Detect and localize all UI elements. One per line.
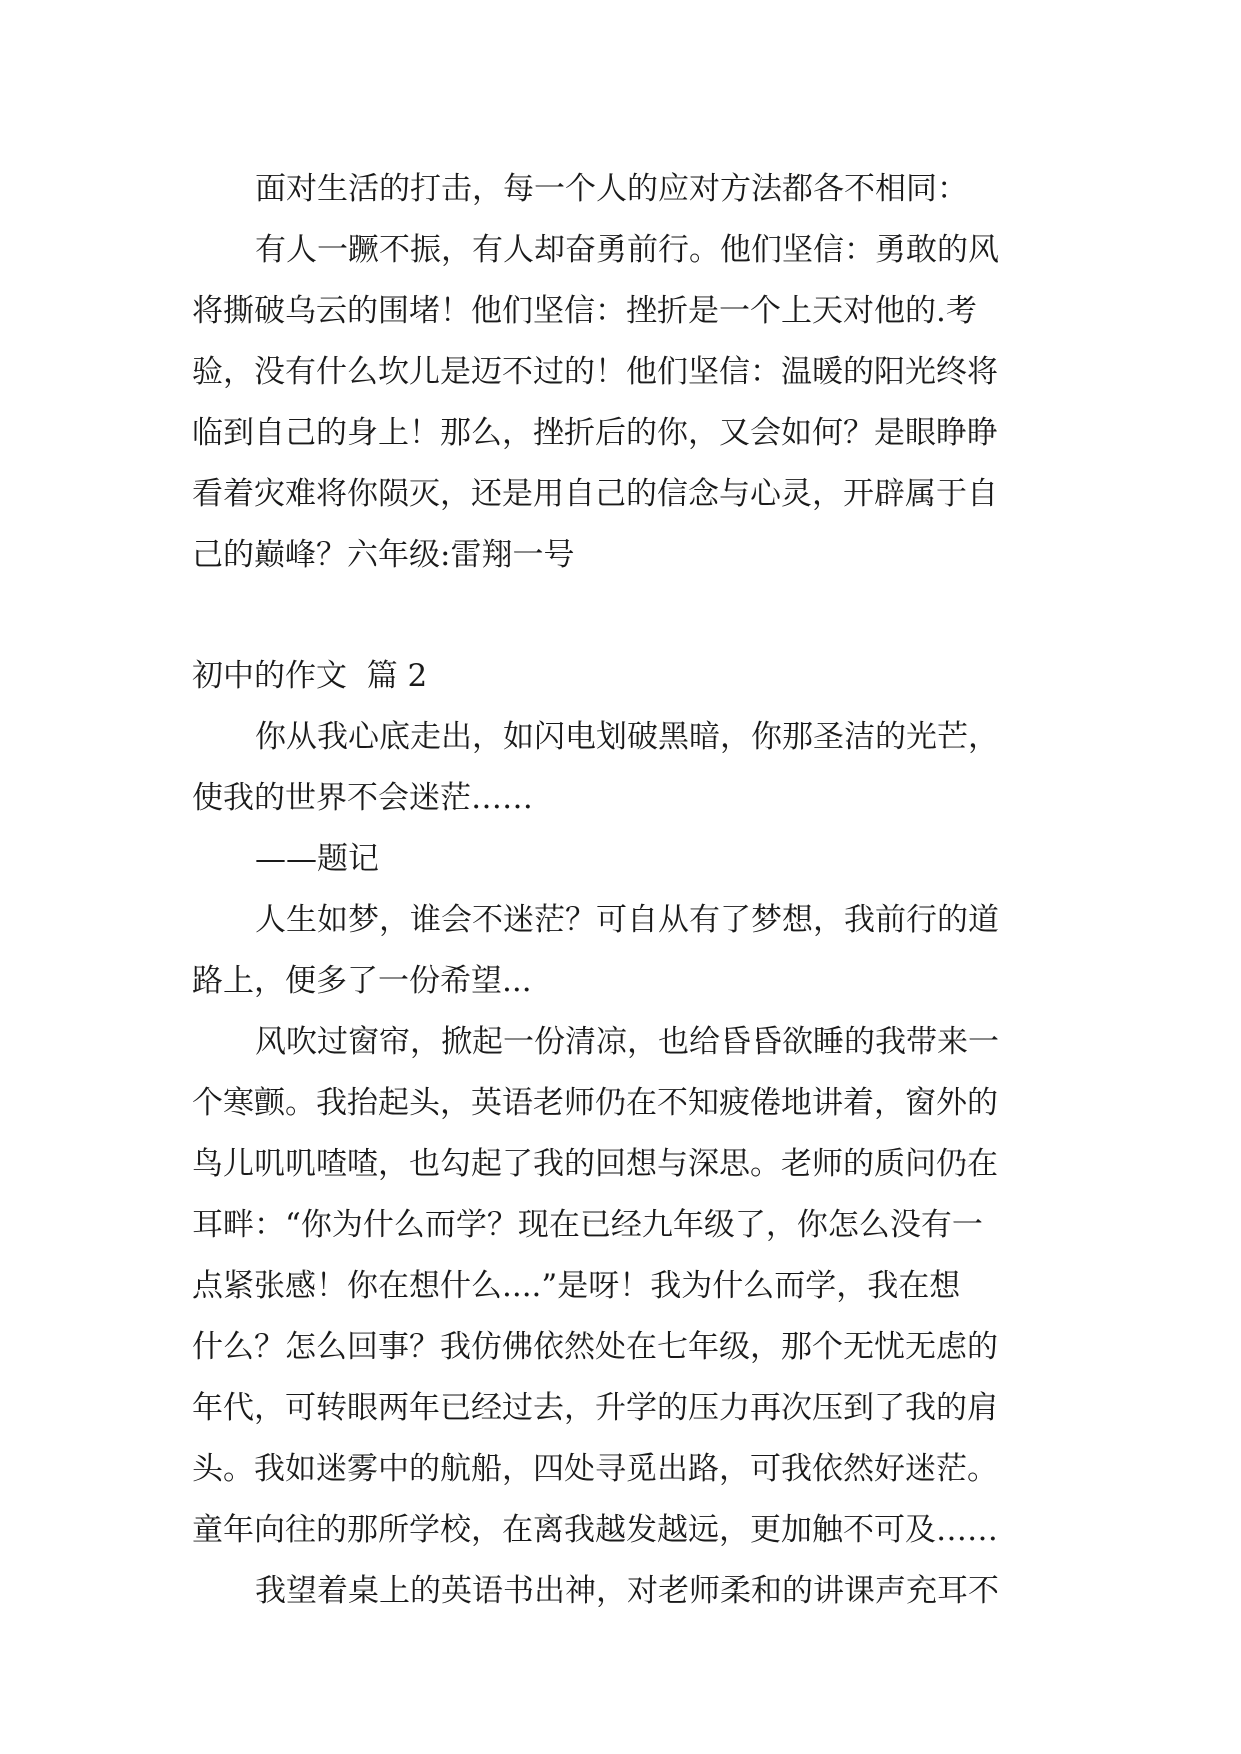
section-heading: 初中的作文 篇 2 <box>192 658 428 694</box>
paragraph-line: 看着灾难将你陨灭，还是用自己的信念与心灵，开辟属于自 <box>192 476 998 512</box>
paragraph-line: 人生如梦，谁会不迷茫？可自从有了梦想，我前行的道 <box>255 902 999 938</box>
epigraph-attribution: ——题记 <box>255 841 379 877</box>
paragraph-line: 头。我如迷雾中的航船，四处寻觅出路，可我依然好迷茫。 <box>192 1451 998 1487</box>
paragraph-line: 什么？怎么回事？我仿佛依然处在七年级，那个无忧无虑的 <box>192 1329 998 1365</box>
paragraph-line: 验，没有什么坎儿是迈不过的！他们坚信：温暖的阳光终将 <box>192 354 998 390</box>
paragraph-line: 鸟儿叽叽喳喳，也勾起了我的回想与深思。老师的质问仍在 <box>192 1146 998 1182</box>
paragraph-line: 路上，便多了一份希望... <box>192 963 532 999</box>
paragraph-line: 己的巅峰？六年级:雷翔一号 <box>192 537 575 573</box>
paragraph-line: 童年向往的那所学校，在离我越发越远，更加触不可及…… <box>192 1512 998 1548</box>
paragraph-line: 面对生活的打击，每一个人的应对方法都各不相同： <box>255 171 968 207</box>
paragraph-line: 个寒颤。我抬起头，英语老师仍在不知疲倦地讲着，窗外的 <box>192 1085 998 1121</box>
paragraph-line: 有人一蹶不振，有人却奋勇前行。他们坚信：勇敢的风 <box>255 232 999 268</box>
epigraph-line: 你从我心底走出，如闪电划破黑暗，你那圣洁的光芒， <box>255 719 999 755</box>
paragraph-line: 临到自己的身上！那么，挫折后的你，又会如何？是眼睁睁 <box>192 415 998 451</box>
paragraph-line: 将撕破乌云的围堵！他们坚信：挫折是一个上天对他的.考 <box>192 293 977 329</box>
epigraph-line: 使我的世界不会迷茫…… <box>192 780 533 816</box>
paragraph-line: 点紧张感！你在想什么....”是呀！我为什么而学，我在想 <box>192 1268 961 1304</box>
paragraph-line: 风吹过窗帘，掀起一份清凉，也给昏昏欲睡的我带来一 <box>255 1024 999 1060</box>
paragraph-line: 耳畔：“你为什么而学？现在已经九年级了，你怎么没有一 <box>192 1207 983 1243</box>
paragraph-line: 我望着桌上的英语书出神，对老师柔和的讲课声充耳不 <box>255 1573 999 1609</box>
paragraph-line: 年代，可转眼两年已经过去，升学的压力再次压到了我的肩 <box>192 1390 998 1426</box>
